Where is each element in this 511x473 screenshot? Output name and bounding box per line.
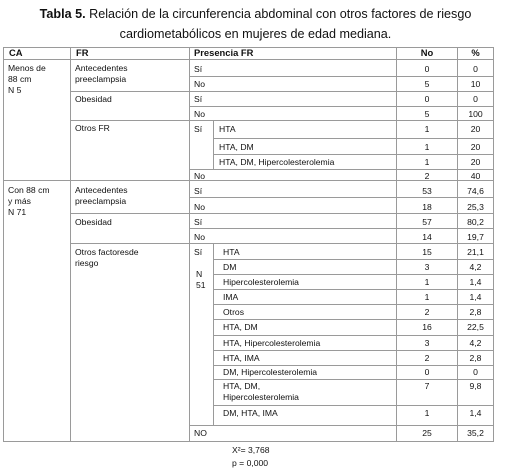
footnote-p-value: p = 0,000 [232,458,269,468]
table-row-cell-pct: 0 [473,94,478,104]
fr-group2-otros-line2: riesgo [75,258,99,268]
header-no: No [420,47,434,58]
header-pct: % [471,47,480,58]
table-row-cell-presencia: No [194,171,205,181]
table-row-cell-no: 1 [424,157,430,167]
table-row-cell-label: HTA, DM, Hipercolesterolemia [219,157,335,167]
table-row-cell-presencia: No [194,202,205,212]
table-row-cell-presencia: Sí [194,64,203,74]
table-row-cell-no: 7 [424,381,430,391]
table-row-cell-pct: 25,3 [467,202,484,212]
table-row-cell-label: HTA [219,124,236,134]
table-title-text-line1: Relación de la circunferencia abdominal con otros factores de riesgo [89,7,472,21]
table-row-cell-label: DM, HTA, IMA [223,408,278,418]
header-presencia-fr: Presencia FR [194,47,254,58]
fr-group1-obesidad: Obesidad [75,94,112,104]
table-row-cell-presencia: Sí [194,124,203,134]
footnote-chi-square: X²= 3,768 [232,445,270,455]
table-row-cell-presencia: Sí [194,217,203,227]
table-row-cell-pct: 100 [468,109,483,119]
n-label: N [196,269,203,279]
ca-group1-line2: 88 cm [8,74,32,84]
table-row-cell-label: HTA [223,247,240,257]
table-row-cell-pct: 20 [470,142,481,152]
table-row-cell-no: 1 [424,292,430,302]
table-row-cell-pct: 4,2 [469,262,482,272]
fr-group2-antecedentes-line1: Antecedentes [75,185,128,195]
table-row-cell-pct: 19,7 [467,232,484,242]
table-row-cell-no: 2 [424,353,430,363]
table-row-cell-label-line1: HTA, DM, [223,381,261,391]
ca-group1-line3: N 5 [8,85,22,95]
table-row-cell-no: 0 [424,367,430,377]
table-row-cell-presencia: NO [194,428,207,438]
table-row-cell-pct: 2,8 [469,307,482,317]
table-row-cell-pct: 74,6 [467,186,484,196]
header-ca: CA [9,47,23,58]
table-title-label: Tabla 5. [39,7,86,21]
table-row-cell-no: 1 [424,408,430,418]
table-row-cell-pct: 9,8 [469,381,482,391]
table-row-cell-no: 25 [422,428,432,438]
table-row-cell-no: 0 [424,94,430,104]
table-row-cell-label: HTA, DM [219,142,254,152]
table-row-cell-no: 18 [422,202,432,212]
table-row-cell-presencia: No [194,79,205,89]
table-row-cell-label: HTA, Hipercolesterolemia [223,338,321,348]
table-row-cell-pct: 1,4 [469,408,482,418]
table-row-cell-no: 15 [422,247,432,257]
table-row-cell-pct: 10 [470,79,481,89]
table-row-cell-label: HTA, IMA [223,353,260,363]
data-table [3,47,494,442]
table-row-cell-pct: 80,2 [467,217,484,227]
table-title-text-line2: cardiometabólicos en mujeres de edad mediana. [119,27,392,41]
table-row-cell-label: IMA [223,292,239,302]
table-title [0,4,511,44]
table-row-cell-no: 53 [422,186,432,196]
table-row-cell-label: DM, Hipercolesterolemia [223,367,318,377]
table-row-cell-label: DM [223,262,237,272]
table-row-cell-no: 5 [424,79,430,89]
table-row-cell-pct: 0 [473,64,478,74]
n-value: 51 [196,280,206,290]
table-row-cell-pct: 0 [473,367,478,377]
table-row-cell-no: 1 [424,277,430,287]
table-row-cell-no: 16 [422,322,432,332]
table-row-cell-no: 1 [424,142,430,152]
table-row-cell-no: 14 [422,232,432,242]
table-row-cell-pct: 40 [470,171,481,181]
ca-group2-line1: Con 88 cm [8,185,50,195]
table-row-cell-no: 3 [424,262,430,272]
table-row-cell-no: 0 [424,64,430,74]
table-row-cell-no: 3 [424,338,430,348]
fr-group2-obesidad: Obesidad [75,217,112,227]
table-row-cell-presencia: No [194,109,205,119]
fr-group1-antecedentes-line2: preeclampsia [75,74,127,84]
table-row-cell-pct: 1,4 [469,277,482,287]
ca-group1-line1: Menos de [8,63,46,73]
table-row-cell-label-line2: Hipercolesterolemia [223,392,299,402]
table-row-cell-no: 2 [424,171,430,181]
fr-group2-antecedentes-line2: preeclampsia [75,196,127,206]
table-row-cell-presencia: Sí [194,186,203,196]
table-row-cell-label: Hipercolesterolemia [223,277,299,287]
table-row-cell-pct: 35,2 [467,428,484,438]
table-row-cell-no: 1 [424,124,430,134]
table-row-cell-pct: 22,5 [467,322,484,332]
table-row-cell-pct: 20 [470,157,481,167]
presencia-si-label: Sí [194,247,203,257]
header-fr: FR [76,47,89,58]
table-row-cell-pct: 20 [470,124,481,134]
fr-group1-otros: Otros FR [75,123,110,133]
table-row-cell-pct: 1,4 [469,292,482,302]
table-row-cell-no: 2 [424,307,430,317]
table-row-cell-presencia: No [194,232,205,242]
ca-group2-line2: y más [8,196,31,206]
table-row-cell-no: 57 [422,217,432,227]
table-row-cell-label: Otros [223,307,245,317]
table-row-cell-pct: 2,8 [469,353,482,363]
table-row-cell-presencia: Sí [194,94,203,104]
ca-group2-line3: N 71 [8,207,27,217]
table-row-cell-pct: 4,2 [469,338,482,348]
fr-group1-antecedentes-line1: Antecedentes [75,63,128,73]
table-row-cell-label: HTA, DM [223,322,258,332]
table-row-cell-no: 5 [424,109,430,119]
table-row-cell-pct: 21,1 [467,247,484,257]
fr-group2-otros-line1: Otros factoresde [75,247,139,257]
